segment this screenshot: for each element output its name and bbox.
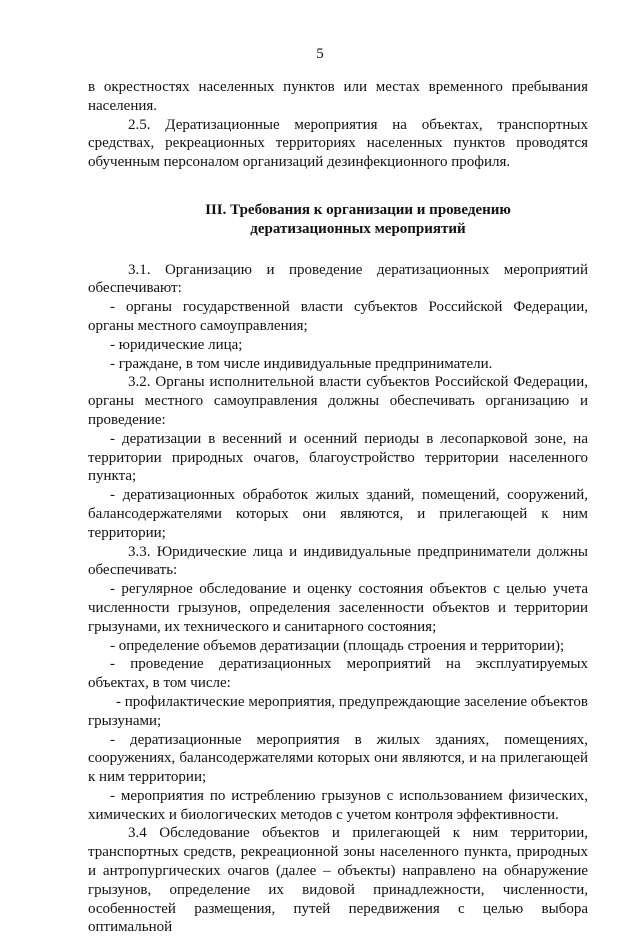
paragraph: 2.5. Дератизационные мероприятия на объектах, транспортных средствах, рекреационных территориях населенных пунктов проводятся обученным персоналом организаций дезинфекционного профиля. [88,116,588,171]
list-item: - дератизационных обработок жилых зданий, помещений, сооружений, балансодержателями которых они являются, и прилегающей к ним территории; [88,487,588,541]
list-item: - определение объемов дератизации (площадь строения и территории); [110,637,565,654]
list-item: - дератизационные мероприятия в жилых зданиях, помещениях, сооружениях, балансодержателями которых они являются, и на прилегающей к ним территории; [88,731,588,786]
paragraph: 3.4 Обследование объектов и прилегающей к ним территории, транспортных средств, рекреационной зоны населенного пункта, природных и антропургических очагов (далее – объекты) направлено на обнаружение грызунов, определение их видовой принадлежности, численности, особенностей размещения, путей передвижения с целью выбора оптимальной [88,825,588,936]
document-body [88,78,588,937]
section-title-line: III. Требования к организации и проведению [205,201,511,218]
paragraph: 3.3. Юридические лица и индивидуальные предприниматели должны обеспечивать: [88,543,588,579]
page-number: 5 [316,46,324,62]
list-item: - мероприятия по истреблению грызунов с использованием физических, химических и биологических методов с учетом контроля эффективности. [88,787,588,823]
list-item: - граждане, в том числе индивидуальные предприниматели. [110,355,493,372]
section-heading [88,201,588,239]
paragraph: в окрестностях населенных пунктов или местах временного пребывания населения. [88,79,588,114]
list-item: - органы государственной власти субъектов Российской Федерации, органы местного самоуправления; [88,299,588,334]
paragraph: 3.1. Организацию и проведение дератизационных мероприятий обеспечивают: [88,261,588,297]
list-item: - дератизации в весенний и осенний периоды в лесопарковой зоне, на территории природных очагов, благоустройство территории населенного пункта; [88,430,588,485]
list-item: - профилактические мероприятия, предупреждающие заселение объектов грызунами; [88,693,588,729]
list-item: - регулярное обследование и оценку состояния объектов с целью учета численности грызунов, определения заселенности объектов и территории грызунами, их технического и санитарного состояния; [88,581,588,635]
paragraph: 3.2. Органы исполнительной власти субъектов Российской Федерации, органы местного самоуправления должны обеспечивать организацию и проведение: [88,374,588,428]
section-title-line: дератизационных мероприятий [250,220,466,237]
list-item: - юридические лица; [110,336,243,353]
list-item: - проведение дератизационных мероприятий на эксплуатируемых объектах, в том числе: [88,656,588,692]
